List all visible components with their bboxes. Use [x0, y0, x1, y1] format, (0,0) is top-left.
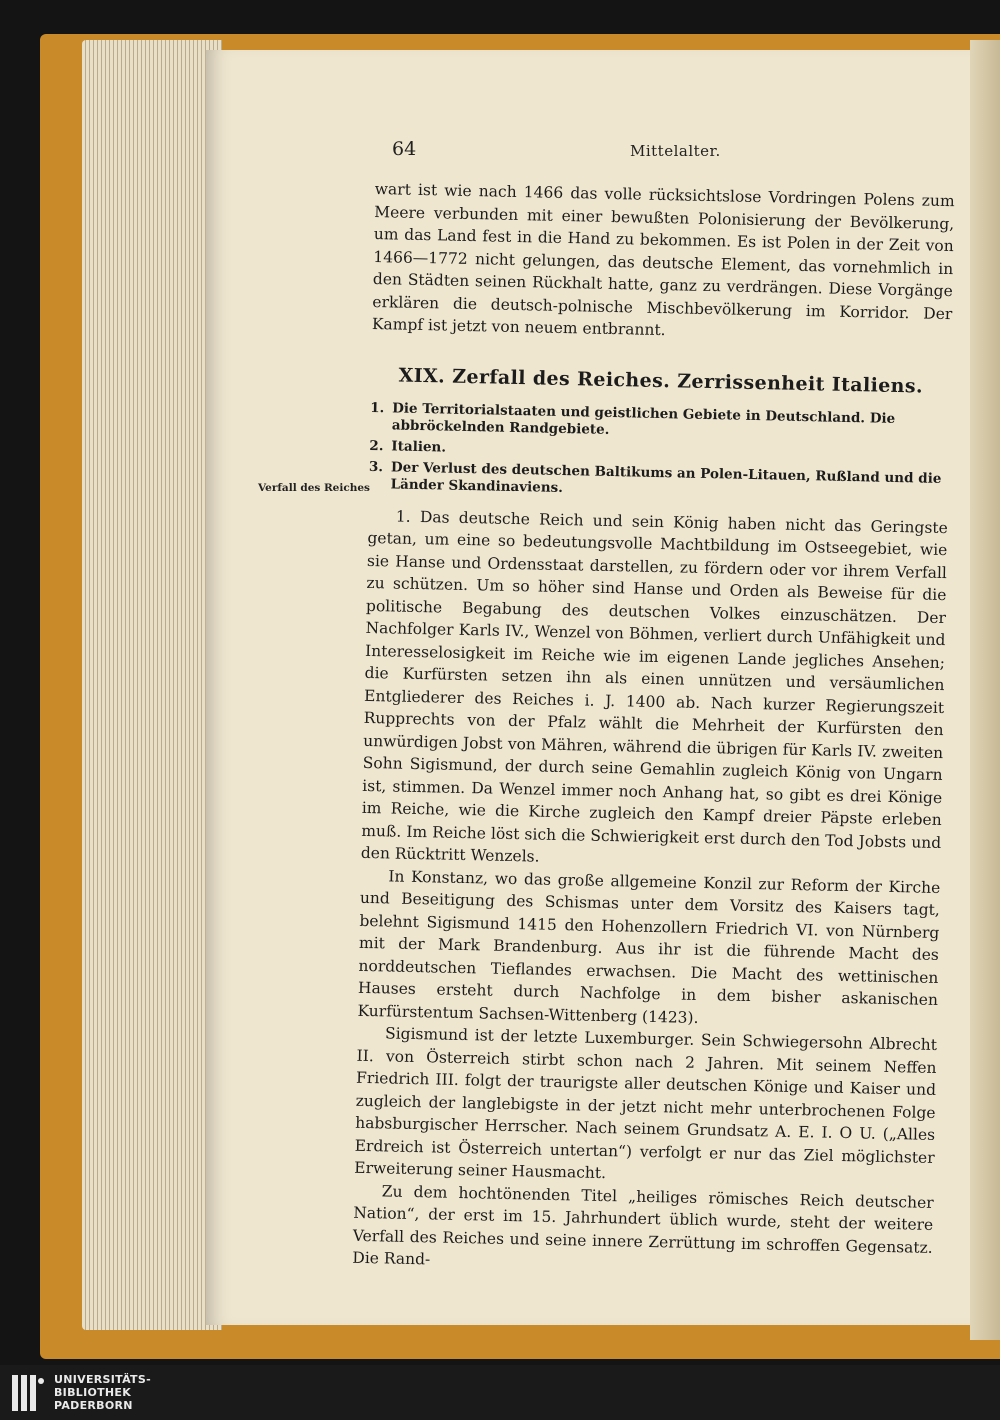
library-name-line: BIBLIOTHEK — [54, 1386, 132, 1399]
body-paragraph: Sigismund ist der letzte Luxemburger. Sein Schwiegersohn Albrecht II. von Österreich stirbt schon nach 2 Jahren. Mit seinem Neffen Friedrich III. folgt der traurigste aller deutschen Könige und Kaiser und zugleich der langlebigste in der jetzt nicht mehr unterbrochenen Folge habsburgischer Herrscher. Nach seinem Grundsatz A. E. I. O U. („Alles Erdreich ist Österreich untertan“) verfolgt er nur das Ziel möglichster Erweiterung seiner Hausmacht. — [354, 1024, 938, 1183]
chapter-contents — [368, 399, 950, 504]
library-logo-icon — [10, 1373, 46, 1413]
contents-item-text: Der Verlust des deutschen Baltikums an Polen-Litauen, Rußland und die Länder Skandinaviens. — [390, 458, 942, 496]
contents-item-text: Italien. — [391, 437, 447, 456]
footer-bar — [0, 1365, 1000, 1420]
page-stack-edges — [82, 40, 222, 1330]
library-name-line: UNIVERSITÄTS- — [54, 1373, 151, 1386]
body-paragraph: Zu dem hochtönenden Titel „heiliges römisches Reich deutscher Nation“, der erst im 15. Jahrhundert üblich wurde, steht der weitere Verfall des Reiches und seine innere Zerrüttung im schroffen Gegensatz. Die Rand- — [352, 1181, 934, 1269]
library-name-line: PADERBORN — [54, 1399, 133, 1412]
intro-paragraph: wart ist wie nach 1466 das volle rücksichtslose Vordringen Polens zum Meere verbunden mit einer bewußten Polonisierung der Bevölkerung, um das Land fest in die Hand zu bekommen. Es ist Polen in der Zeit von 1466—1772 nicht gelungen, das deutsche Element, das vornehmlich in den Städten seinen Rückhalt hatte, ganz zu verdrängen. Diese Vorgänge erklären die deutsch-polnische Mischbevölkerung im Korridor. Der Kampf ist jetzt von neuem entbrannt. — [371, 179, 955, 340]
running-head: Mittelalter. — [630, 142, 721, 160]
page-header — [392, 138, 952, 168]
text-block — [352, 178, 955, 1281]
contents-item-number: 3. — [368, 458, 384, 475]
library-name — [54, 1373, 151, 1412]
contents-item-number: 2. — [369, 437, 384, 454]
body-paragraph: 1. Das deutsche Reich und sein König haben nicht das Geringste getan, um eine so bedeutungsvolle Machtbildung im Ostseegebiet, wie sie Hanse und Ordensstaat darstellen, zu fördern oder vor ihrem Verfall zu schützen. Um so höher sind Hanse und Orden als Beweise für die politische Begabung des deutschen Volkes einzuschätzen. Der Nachfolger Karls IV., Wenzel von Böhmen, verliert durch Unfähigkeit und Interesselosigkeit im Reiche wie im eigenen Lande jegliches Ansehen; die Kurfürsten setzen ihn als einen unnützen und versäumlichen Entgliederer des Reiches i. J. 1400 ab. Nach kurzer Regierungszeit Rupprechts von der Pfalz wählt die Mehrheit der Kurfürsten den unwürdigen Jobst von Mähren, während die übrigen für Karls IV. zweiten Sohn Sigismund, der durch seine Gemahlin zugleich König von Ungarn ist, stimmen. Da Wenzel immer noch Anhang hat, so gibt es drei Könige im Reiche, wie die Kirche zugleich den Kampf dreier Päpste erleben muß. Im Reiche löst sich die Schwierigkeit erst durch den Tod Jobsts und den Rücktritt Wenzels. — [360, 507, 948, 866]
chapter-title: XIX. Zerfall des Reiches. Zerrissenheit Italiens. — [398, 364, 924, 398]
page-number: 64 — [392, 138, 417, 160]
contents-item — [368, 458, 949, 504]
page-gutter — [970, 40, 1000, 1340]
contents-item-number: 1. — [370, 399, 385, 416]
body-paragraph: In Konstanz, wo das große allgemeine Konzil zur Reform der Kirche und Beseitigung des Schismas unter dem Vorsitz des Kaisers tagt, belehnt Sigismund 1415 den Hohenzollern Friedrich VI. von Nürnberg mit der Mark Brandenburg. Aus ihr ist die führende Macht des norddeutschen Tieflandes erwachsen. Die Macht des wettinischen Hauses ersteht durch Nachfolge in dem bisher askanischen Kurfürstentum Sachsen-Wittenberg (1423). — [357, 866, 941, 1027]
margin-note: Verfall des Reiches — [258, 482, 370, 494]
contents-item-text: Die Territorialstaaten und geistlichen Gebiete in Deutschland. Die abbröckelnden Randgebiete. — [391, 399, 896, 438]
